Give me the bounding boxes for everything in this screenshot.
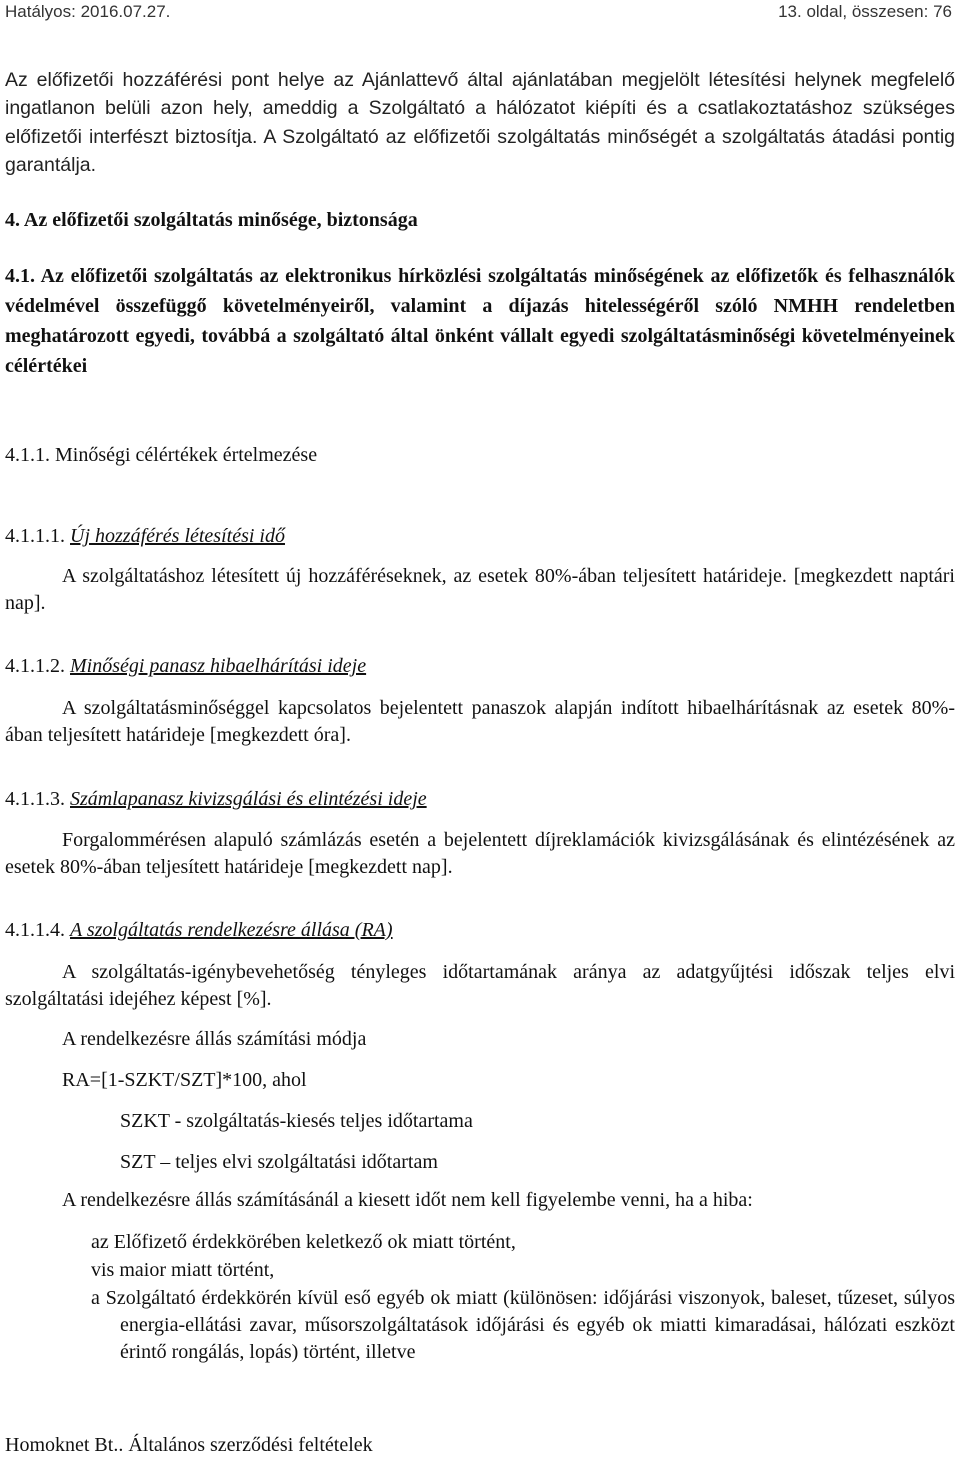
item-text: A szolgáltatásminőséggel kapcsolatos bejelentett panaszok alapján indított hibaelhárításnak az esetek 80%-ában teljesített határideje [megkezdett óra]. <box>5 697 955 746</box>
item-heading <box>5 786 427 813</box>
item-number: 4.1.1.2. <box>5 655 65 677</box>
page-number: 13. oldal, összesen: 76 <box>778 2 952 21</box>
item-title: Új hozzáférés létesítési idő <box>70 525 285 547</box>
item-heading <box>5 653 366 680</box>
item-heading <box>5 917 393 944</box>
item-number: 4.1.1.1. <box>5 525 65 547</box>
item-text: A szolgáltatás-igénybevehetőség tényleges időtartamának aránya az adatgyűjtési időszak teljes elvi szolgáltatási idejéhez képest [%]. <box>5 961 955 1010</box>
section-4-heading: 4. Az előfizetői szolgáltatás minősége, biztonsága <box>5 209 418 231</box>
ra-exclusion-intro: A rendelkezésre állás számításánál a kiesett időt nem kell figyelembe venni, ha a hiba: <box>62 1189 753 1211</box>
item-text: A szolgáltatáshoz létesített új hozzáféréseknek, az esetek 80%-ában teljesített határideje. [megkezdett naptári nap]. <box>5 565 955 614</box>
item-number: 4.1.1.3. <box>5 788 65 810</box>
intro-paragraph: Az előfizetői hozzáférési pont helye az Ajánlattevő által ajánlatában megjelölt létesítési helynek megfelelő ingatlanon belüli azon hely, ameddig a Szolgáltató a hálózatot kiépíti és a csatlakoztatáshoz szükséges előfizetői interfészt biztosítja. A Szolgáltató az előfizetői szolgáltatás minőségét a szolgáltatás átadási pontig garantálja. <box>5 69 955 177</box>
item-title: Számlapanasz kivizsgálási és elintézési ideje <box>70 788 427 810</box>
footer-company: Homoknet Bt.. Általános szerződési feltételek <box>5 1434 373 1456</box>
item-title: Minőségi panasz hibaelhárítási ideje <box>70 655 367 677</box>
exclusion-item: a Szolgáltató érdekkörén kívül eső egyéb ok miatt (különösen: időjárási viszonyok, baleset, tűzeset, súlyos energia-ellátási zavar, műsorszolgáltatások időjárási és egyéb ok miatti kimaradásai, hálózati eszközt érintő rongálás, lopás) történt, illetve <box>91 1287 955 1363</box>
ra-szkt-definition: SZKT - szolgáltatás-kiesés teljes időtartama <box>120 1110 473 1132</box>
item-text: Forgalommérésen alapuló számlázás esetén a bejelentett díjreklamációk kivizsgálásának és elintézésének az esetek 80%-ában teljesített határideje [megkezdett nap]. <box>5 829 955 878</box>
item-heading <box>5 523 285 550</box>
ra-method-title: A rendelkezésre állás számítási módja <box>62 1028 367 1050</box>
exclusion-item: vis maior miatt történt, <box>91 1259 275 1281</box>
ra-szt-definition: SZT – teljes elvi szolgáltatási időtartam <box>120 1151 438 1173</box>
section-4-1-paragraph: 4.1. Az előfizetői szolgáltatás az elektronikus hírközlési szolgáltatás minőségének az előfizetők és felhasználók védelmével összefüggő követelményeiről, valamint a díjazás hitelességéről szóló NMHH rendeletben meghatározott egyedi, továbbá a szolgáltató által önként vállalt egyedi szolgáltatásminőségi követelményeinek célértékei <box>5 265 955 377</box>
item-title: A szolgáltatás rendelkezésre állása (RA) <box>70 919 393 941</box>
item-number: 4.1.1.4. <box>5 919 65 941</box>
ra-formula: RA=[1-SZKT/SZT]*100, ahol <box>62 1069 307 1091</box>
exclusion-item: az Előfizető érdekkörében keletkező ok miatt történt, <box>91 1231 516 1253</box>
effective-date: Hatályos: 2016.07.27. <box>5 2 171 21</box>
section-4-1-1-heading: 4.1.1. Minőségi célértékek értelmezése <box>5 444 318 466</box>
